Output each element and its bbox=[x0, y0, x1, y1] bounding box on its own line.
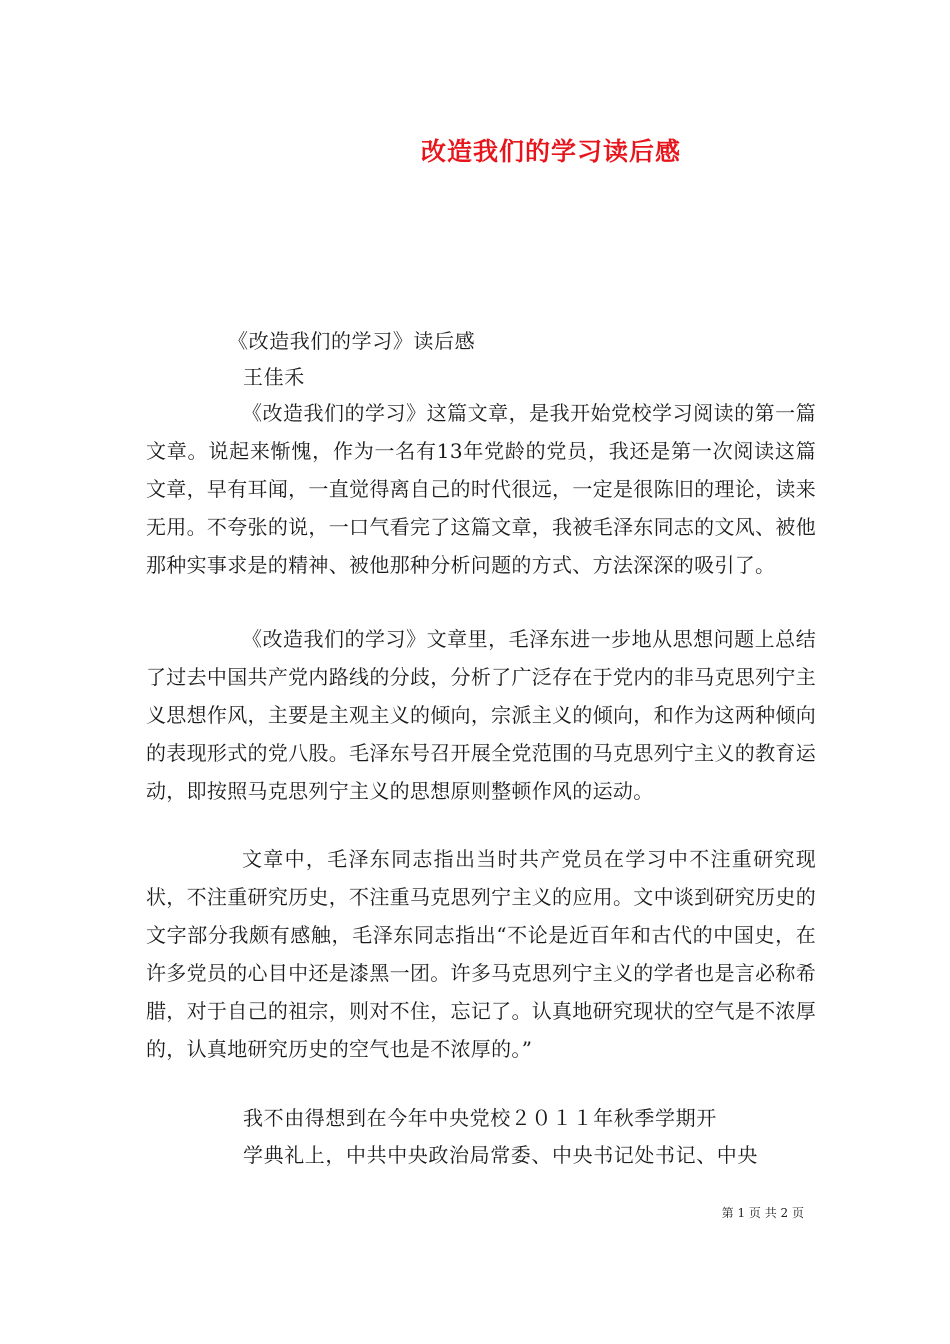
paragraph-2: 《改造我们的学习》文章里，毛泽东进一步地从思想问题上总结了过去中国共产党内路线的分歧，分析了广泛存在于党内的非马克思列宁主义思想作风，主要是主观主义的倾向，宗派主义的倾向，和作为这两种倾向的表现形式的党八股。毛泽东号召开展全党范围的马克思列宁主义的教育运动，即按照马克思列宁主义的思想原则整顿作风的运动。 bbox=[146, 627, 816, 803]
page-title: 改造我们的学习读后感 bbox=[420, 137, 681, 166]
article-subtitle: 《改造我们的学习》读后感 bbox=[228, 329, 476, 353]
paragraph-3: 文章中，毛泽东同志指出当时共产党员在学习中不注重研究现状，不注重研究历史，不注重马克思列宁主义的应用。文中谈到研究历史的文字部分我颇有感触，毛泽东同志指出“不论是近百年和古代的中国史，在许多党员的心目中还是漆黑一团。许多马克思列宁主义的学者也是言必称希腊，对于自己的祖宗，则对不住，忘记了。认真地研究现状的空气是不浓厚的，认真地研究历史的空气也是不浓厚的。” bbox=[146, 847, 816, 1061]
paragraph-4-line-1: 我不由得想到在今年中央党校２０１１年秋季学期开 bbox=[243, 1106, 717, 1130]
author-name: 王佳禾 bbox=[243, 365, 305, 389]
paragraph-1: 《改造我们的学习》这篇文章，是我开始党校学习阅读的第一篇文章。说起来惭愧，作为一名有13年党龄的党员，我还是第一次阅读这篇文章，早有耳闻，一直觉得离自己的时代很远，一定是很陈旧的理论，读来无用。不夸张的说，一口气看完了这篇文章，我被毛泽东同志的文风、被他那种实事求是的精神、被他那种分析问题的方式、方法深深的吸引了。 bbox=[146, 401, 816, 577]
page-number: 第 1 页 共 2 页 bbox=[721, 1206, 804, 1220]
paragraph-4-line-2: 学典礼上，中共中央政治局常委、中央书记处书记、中央 bbox=[243, 1143, 758, 1167]
